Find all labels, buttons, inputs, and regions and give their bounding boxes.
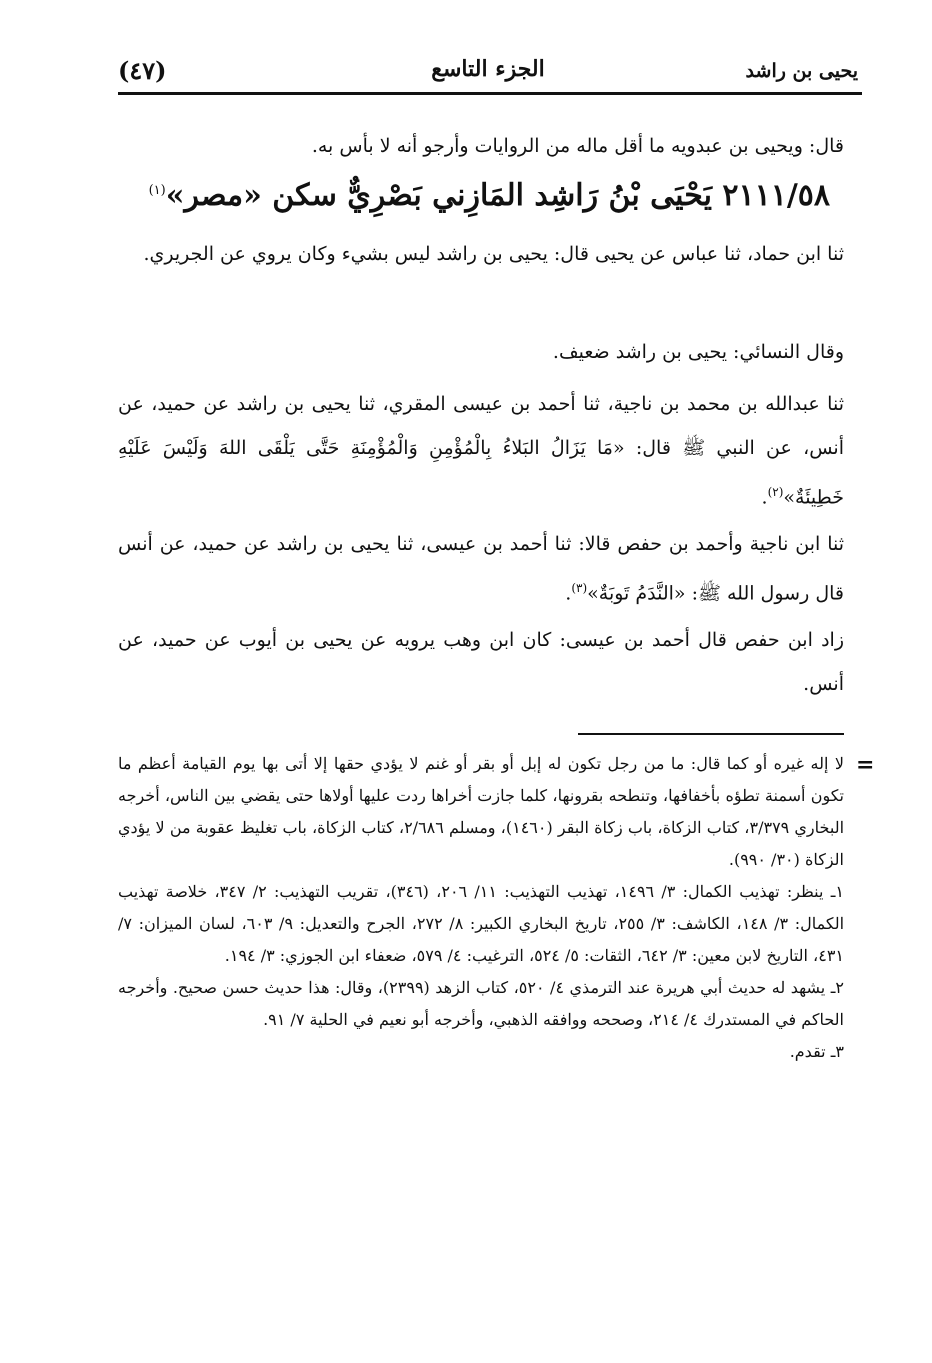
- header-rule: [118, 92, 862, 95]
- intro-line: [118, 124, 844, 168]
- footnote-ref: (٢): [767, 485, 784, 499]
- paragraph-text: وقال النسائي: يحيى بن راشد ضعيف.: [552, 341, 844, 363]
- paragraph-text: ثنا ابن حماد، ثنا عباس عن يحيى قال: يحيى بن راشد ليس بشيء وكان يروي عن الجريري.: [143, 243, 844, 265]
- paragraph-text: ثنا ابن ناجية وأحمد بن حفص قالا: ثنا أحمد بن عيسى، ثنا يحيى بن راشد عن حميد، عن أنس قال رسول الله ﷺ: «النَّدَمُ تَوبَةٌ»: [118, 533, 844, 605]
- paragraph-5: [118, 618, 844, 706]
- paragraph-text: زاد ابن حفص قال أحمد بن عيسى: كان ابن وهب يرويه عن يحيى بن أيوب عن حميد، عن أنس.: [118, 629, 844, 695]
- footnote-continuation: لا إله غيره أو كما قال: ما من رجل تكون له إبل أو بقر أو غنم لا يؤدي حقها إلا أتى بها يوم القيامة أعظم ما تكون أسمنة تطؤه بأخفافها، وتنطحه بقرونها، كلما جازت أخراها ردت عليها أولاها حتى يقضي بين الناس، أخرجه البخاري ٣/٣٧٩، كتاب الزكاة، باب زكاة البقر (١٤٦٠)، ومسلم ٢/٦٨٦، كتاب الزكاة، باب تغليظ عقوبة من لا يؤدي الزكاة (٣٠/ ٩٩٠).: [118, 754, 845, 869]
- page-number: (٤٧): [118, 56, 167, 85]
- footnotes: [118, 748, 844, 1068]
- intro-text: قال: ويحيى بن عبدويه ما أقل ماله من الروايات وأرجو أنه لا بأس به.: [311, 135, 844, 157]
- paragraph-1: [118, 232, 844, 276]
- paragraph-text: ثنا عبدالله بن محمد بن ناجية، ثنا أحمد بن عيسى المقري، ثنا يحيى بن راشد عن حميد، عن أنس، عن النبي ﷺ قال: «مَا يَزَالُ البَلاءُ بِالْمُؤْمِنِ وَالْمُؤْمِنَةِ حَتَّى يَلْقَى اللهَ وَلَيْسَ عَلَيْهِ خَطِيئَةٌ»: [118, 393, 844, 509]
- entry-title-text: ٢١١١/٥٨ يَحْيَى بْنُ رَاشِد المَازِني بَصْرِيٌّ سكن «مصر»: [165, 178, 830, 213]
- paragraph-4: ثنا ابن ناجية وأحمد بن حفص قالا: ثنا أحمد بن عيسى، ثنا يحيى بن راشد عن حميد، عن أنس قال رسول الله ﷺ: «النَّدَمُ تَوبَةٌ»$^{(٣)}$.: [118, 533, 844, 605]
- volume-title: الجزء التاسع: [431, 56, 545, 82]
- entry-title-footnote-ref: (١): [148, 183, 166, 198]
- paragraph-3: ثنا عبدالله بن محمد بن ناجية، ثنا أحمد بن عيسى المقري، ثنا يحيى بن راشد عن حميد، عن أنس، عن النبي ﷺ قال: «مَا يَزَالُ البَلاءُ بِالْمُؤْمِنِ وَالْمُؤْمِنَةِ حَتَّى يَلْقَى اللهَ وَلَيْسَ عَلَيْهِ خَطِيئَةٌ»$^{(٢)}$.: [118, 393, 844, 509]
- footnote-ref: (٣): [571, 581, 588, 595]
- footnote-1: ١ـ ينظر: تهذيب الكمال: ٣/ ١٤٩٦، تهذيب التهذيب: ١١/ ٢٠٦، (٣٤٦)، تقريب التهذيب: ٢/ ٣٤٧، خلاصة تهذيب الكمال: ٣/ ١٤٨، الكاشف: ٣/ ٢٥٥، تاريخ البخاري الكبير: ٨/ ٢٧٢، الجرح والتعديل: ٩/ ٦٠٣، لسان الميزان: ٧/ ٤٣١، التاريخ لابن معين: ٣/ ٦٤٢، الثقات: ٥/ ٥٢٤، الترغيب: ٤/ ٥٧٩، ضعفاء ابن الجوزي: ٣/ ١٩٤.: [118, 882, 845, 965]
- running-header: [118, 50, 858, 90]
- paragraph-2: [118, 330, 844, 374]
- continuation-mark: =: [856, 752, 875, 778]
- entry-title: [148, 166, 830, 221]
- footnote-3: ٣ـ تقدم.: [789, 1042, 844, 1061]
- section-title: يحيى بن راشد: [745, 60, 858, 82]
- footnote-2: ٢ـ يشهد له حديث أبي هريرة عند الترمذي ٤/ ٥٢٠، كتاب الزهد (٢٣٩٩)، وقال: هذا حديث حسن صحيح. وأخرجه الحاكم في المستدرك ٤/ ٢١٤، وصححه ووافقه الذهبي، وأخرجه أبو نعيم في الحلية ٧/ ٩١.: [118, 978, 844, 1029]
- footnote-separator: [578, 733, 844, 735]
